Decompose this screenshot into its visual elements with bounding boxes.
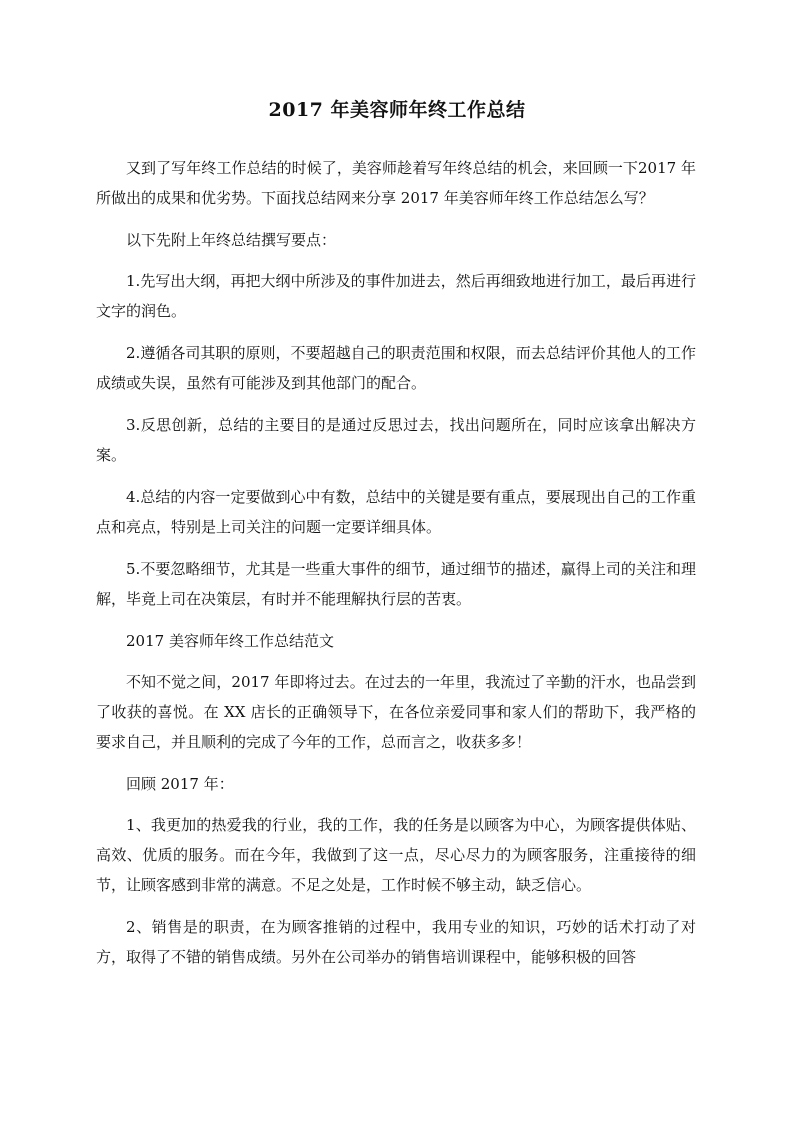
paragraph-sample-intro: 不知不觉之间，2017 年即将过去。在过去的一年里，我流过了辛勤的汗水，也品尝到了收获的喜悦。在 XX 店长的正确领导下，在各位亲爱同事和家人们的帮助下，我严格的要求自己，并且顺利的完成了今年的工作，总而言之，收获多多！ (96, 673, 696, 751)
document-body (96, 153, 696, 984)
paragraph-key-points-heading: 以下先附上年终总结撰写要点： (126, 231, 337, 249)
paragraph-point-5: 5.不要忽略细节，尤其是一些重大事件的细节，通过细节的描述，赢得上司的关注和理解，毕竟上司在决策层，有时并不能理解执行层的苦衷。 (96, 560, 696, 608)
paragraph-sample-heading: 2017 美容师年终工作总结范文 (126, 632, 334, 650)
paragraph-point-4: 4.总结的内容一定要做到心中有数，总结中的关键是要有重点，要展现出自己的工作重点和亮点，特别是上司关注的问题一定要详细具体。 (96, 488, 696, 536)
paragraph-point-1: 1.先写出大纲，再把大纲中所涉及的事件加进去，然后再细致地进行加工，最后再进行文字的润色。 (96, 272, 696, 320)
paragraph-intro: 又到了写年终工作总结的时候了，美容师趁着写年终总结的机会，来回顾一下2017 年所做出的成果和优劣势。下面找总结网来分享 2017 年美容师年终工作总结怎么写？ (96, 159, 696, 207)
paragraph-review-1: 1、我更加的热爱我的行业，我的工作，我的任务是以顾客为中心，为顾客提供体贴、高效、优质的服务。而在今年，我做到了这一点，尽心尽力的为顾客服务，注重接待的细节，让顾客感到非常的满意。不足之处是，工作时候不够主动，缺乏信心。 (96, 816, 696, 894)
paragraph-point-2: 2.遵循各司其职的原则，不要超越自己的职责范围和权限，而去总结评价其他人的工作成绩或失误，虽然有可能涉及到其他部门的配合。 (96, 344, 696, 392)
paragraph-point-3: 3.反思创新，总结的主要目的是通过反思过去，找出问题所在，同时应该拿出解决方案。 (96, 416, 696, 464)
paragraph-review-heading: 回顾 2017 年： (126, 775, 234, 793)
document-title: 2017 年美容师年终工作总结 (268, 99, 526, 121)
paragraph-review-2: 2、销售是的职责，在为顾客推销的过程中，我用专业的知识，巧妙的话术打动了对方，取得了不错的销售成绩。另外在公司举办的销售培训课程中，能够积极的回答 (96, 918, 696, 966)
